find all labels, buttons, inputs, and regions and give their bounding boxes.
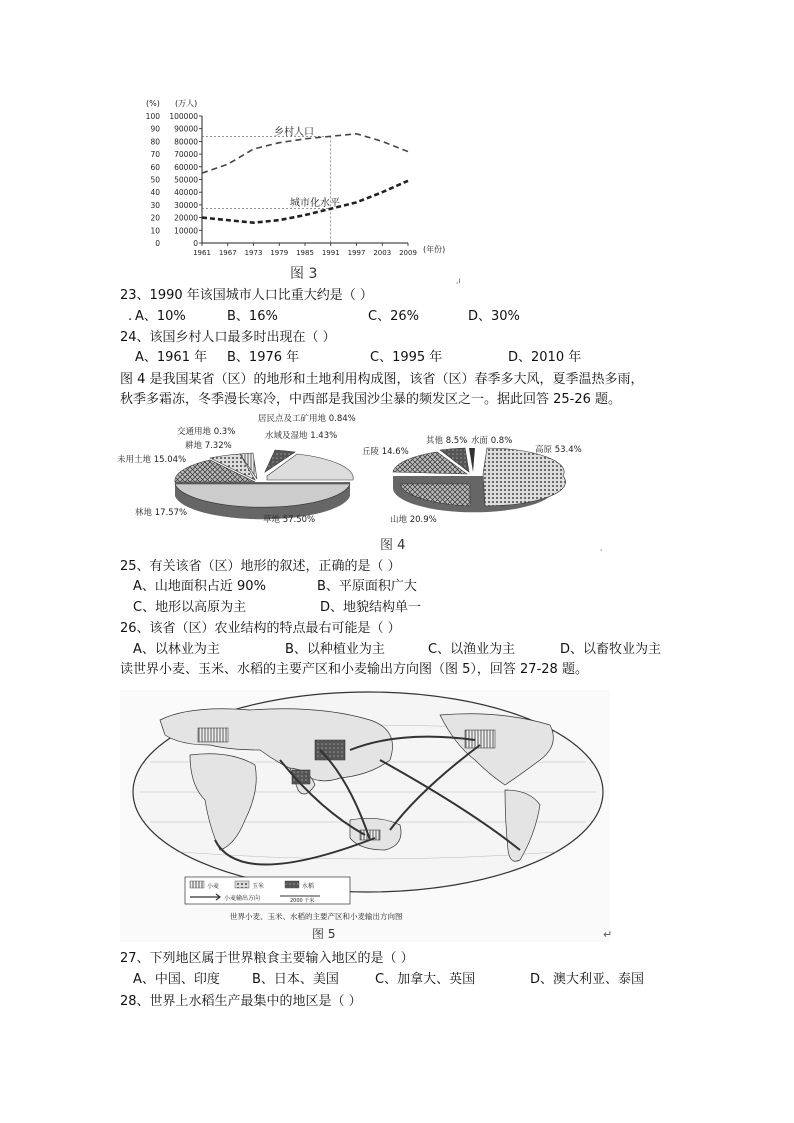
return-mark: ↵ — [603, 928, 613, 941]
x-tick-label: 2009 — [399, 249, 417, 257]
label-mountain: 山地 20.9% — [390, 515, 437, 525]
scale-label: 2000 千米 — [290, 898, 315, 904]
left-tick-label: 10 — [150, 226, 160, 236]
right-tick-label: 0 — [193, 239, 198, 248]
x-unit-label: (年份) — [423, 245, 446, 254]
right-tick-label: 60000 — [174, 162, 198, 172]
question-28: 28、世界上水稻生产最集中的地区是（ ） — [120, 994, 362, 1009]
question-27: 27、下列地区属于世界粮食主要输入地区的是（ ） — [120, 951, 414, 966]
label-water: 水域及湿地 1.43% — [265, 431, 338, 441]
q23-option-d[interactable]: D、30% — [468, 309, 520, 324]
map-title: 世界小麦、玉米、水稻的主要产区和小麦输出方向图 — [230, 912, 403, 921]
left-tick-label: 80 — [150, 137, 160, 147]
stray-mark: ˌı — [456, 276, 461, 285]
q25-option-b[interactable]: B、平原面积广大 — [317, 579, 417, 594]
series-rural-population — [202, 134, 408, 173]
figure-3-line-chart — [140, 96, 470, 282]
left-tick-label: 90 — [150, 124, 160, 134]
intro-figure-4-line-2: 秋季多霜冻，冬季漫长寒冷，中西部是我国沙尘暴的频发区之一。据此回答 25-26 题。 — [120, 392, 622, 407]
legend-corn-label: 玉米 — [252, 883, 265, 890]
q27-option-a[interactable]: A、中国、印度 — [133, 972, 220, 987]
q24-option-a[interactable]: A、1961 年 — [135, 350, 208, 365]
q23-option-a[interactable]: A、10% — [135, 309, 186, 324]
left-tick-label: 20 — [150, 213, 160, 223]
q24-option-d[interactable]: D、2010 年 — [508, 350, 582, 365]
right-tick-label: 70000 — [174, 150, 198, 160]
q24-option-b[interactable]: B、1976 年 — [227, 350, 300, 365]
label-forest: 林地 17.57% — [135, 508, 188, 518]
q25-option-a[interactable]: A、山地面积占近 90% — [133, 579, 266, 594]
left-tick-label: 0 — [155, 239, 160, 248]
legend-wheat-label: 小麦 — [207, 883, 220, 890]
x-tick-label: 1997 — [347, 249, 366, 257]
left-tick-label: 30 — [150, 200, 160, 210]
right-tick-label: 10000 — [174, 226, 198, 236]
right-tick-label: 40000 — [174, 188, 198, 198]
stray-mark-2: ˌ — [600, 543, 603, 552]
right-tick-label: 20000 — [174, 213, 198, 223]
label-unused: 未用土地 15.04% — [117, 455, 187, 465]
right-tick-label: 90000 — [174, 124, 198, 134]
right-tick-label: 100000 — [169, 112, 198, 121]
label-other: 其他 8.5% — [426, 436, 468, 446]
left-axis-ticks — [146, 112, 161, 248]
left-tick-label: 40 — [150, 188, 160, 198]
intro-figure-5: 读世界小麦、玉米、水稻的主要产区和小麦输出方向图（图 5），回答 27-28 题。 — [120, 662, 588, 677]
stray-dot: . — [128, 309, 133, 324]
legend-swatch-wheat — [190, 881, 204, 888]
right-unit-label: (万人) — [175, 99, 198, 108]
x-tick-label: 1979 — [270, 249, 289, 257]
q26-option-a[interactable]: A、以林业为主 — [133, 642, 220, 657]
x-tick-label: 1961 — [193, 249, 211, 257]
figure-4-caption: 图 4 — [380, 538, 406, 553]
label-water-surface: 水面 0.8% — [471, 436, 513, 446]
chart-series — [202, 134, 408, 223]
question-25: 25、有关该省（区）地形的叙述，正确的是（ ） — [120, 559, 401, 574]
label-hills: 丘陵 14.6% — [362, 447, 409, 457]
x-tick-label: 1967 — [218, 249, 237, 257]
legend-arrow-label: 小麦输出方向 — [224, 895, 261, 902]
figure-3-caption: 图 3 — [290, 266, 318, 282]
q27-option-c[interactable]: C、加拿大、英国 — [375, 972, 476, 987]
land-use-pie — [175, 450, 353, 519]
q27-option-d[interactable]: D、澳大利亚、泰国 — [530, 972, 645, 987]
legend-box — [185, 877, 350, 904]
q26-option-b[interactable]: B、以种植业为主 — [285, 642, 385, 657]
figure-5-caption: 图 5 — [312, 927, 336, 941]
q23-option-b[interactable]: B、16% — [227, 309, 278, 324]
q25-option-c[interactable]: C、地形以高原为主 — [133, 600, 247, 615]
x-tick-label: 1991 — [321, 249, 340, 257]
label-grassland: 草地 57.50% — [263, 515, 316, 525]
legend-rice-label: 水稻 — [302, 883, 315, 890]
q24-option-c[interactable]: C、1995 年 — [370, 350, 443, 365]
wheat-region-europe — [198, 728, 228, 742]
q27-option-b[interactable]: B、日本、美国 — [252, 972, 339, 987]
pie-slice-water-surface — [469, 448, 475, 472]
label-residential: 居民点及工矿用地 0.84% — [258, 414, 356, 424]
label-plateau: 高原 53.4% — [535, 445, 582, 455]
label-transport: 交通用地 0.3% — [177, 427, 236, 437]
q26-option-d[interactable]: D、以畜牧业为主 — [560, 642, 662, 657]
q23-option-c[interactable]: C、26% — [368, 309, 419, 324]
question-26: 26、该省（区）农业结构的特点最右可能是（ ） — [120, 621, 401, 636]
pie-slice-plateau — [483, 448, 566, 506]
left-tick-label: 50 — [150, 175, 160, 185]
right-tick-label: 80000 — [174, 137, 198, 147]
urbanization-label: 城市化水平 — [290, 198, 340, 209]
rice-region-east-asia — [315, 740, 345, 760]
left-tick-label: 60 — [150, 162, 160, 172]
x-tick-label: 1973 — [244, 249, 263, 257]
x-axis-ticks — [193, 243, 417, 257]
left-tick-label: 70 — [150, 150, 160, 160]
intro-figure-4-line-1: 图 4 是我国某省（区）的地形和土地利用构成图，该省（区）春季多大风，夏季温热多雨， — [120, 372, 644, 387]
q25-option-d[interactable]: D、地貌结构单一 — [320, 600, 422, 615]
question-23: 23、1990 年该国城市人口比重大约是（ ） — [120, 288, 373, 303]
figure-5-world-map — [120, 690, 613, 942]
legend-swatch-corn — [235, 881, 249, 888]
x-tick-label: 1985 — [296, 249, 314, 257]
q26-option-c[interactable]: C、以渔业为主 — [428, 642, 516, 657]
terrain-pie — [393, 448, 566, 512]
right-tick-label: 50000 — [174, 175, 198, 185]
left-tick-label: 100 — [145, 112, 160, 121]
x-tick-label: 2003 — [373, 249, 392, 257]
right-tick-label: 30000 — [174, 200, 198, 210]
legend-swatch-rice — [285, 881, 299, 888]
question-24: 24、该国乡村人口最多时出现在（ ） — [120, 330, 336, 345]
guide-lines — [202, 136, 331, 243]
label-farmland: 耕地 7.32% — [185, 441, 232, 451]
rural-population-label: 乡村人口 — [274, 127, 314, 138]
right-axis-ticks — [169, 112, 202, 248]
figure-4-pie-charts — [115, 412, 615, 557]
map-legend — [185, 877, 350, 904]
left-unit-label: (%) — [146, 99, 160, 108]
